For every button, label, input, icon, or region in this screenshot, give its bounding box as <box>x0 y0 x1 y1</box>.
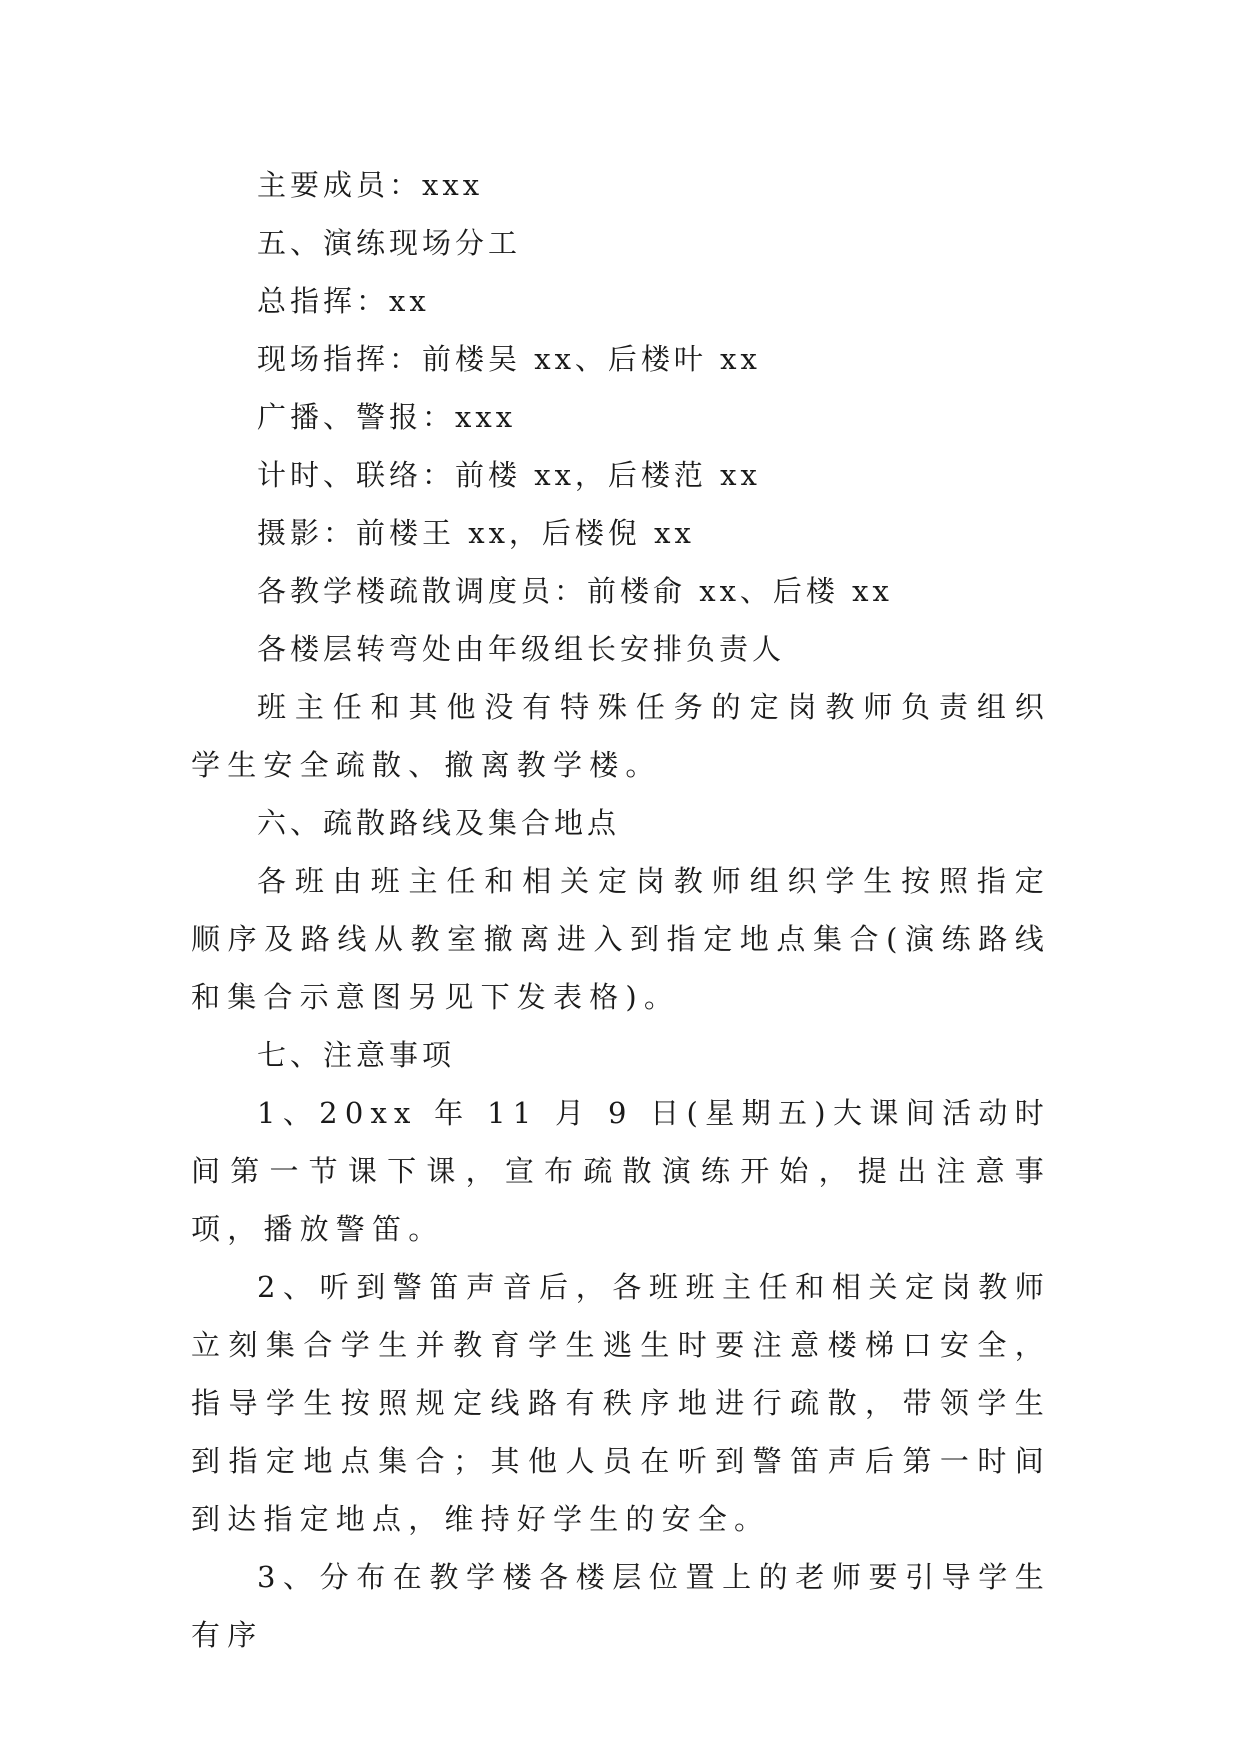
notice-item-2: 2、听到警笛声音后，各班班主任和相关定岗教师立刻集合学生并教育学生逃生时要注意楼梯口安全，指导学生按照规定线路有秩序地进行疏散，带领学生到指定地点集合；其他人员在听到警笛声后第一时间到达指定地点，维持好学生的安全。 <box>191 1270 1051 1536</box>
document-body <box>191 156 1051 1664</box>
broadcast-alarm-line: 广播、警报：xxx <box>257 400 517 434</box>
section-6-heading: 六、疏散路线及集合地点 <box>257 806 621 840</box>
dispatcher-line: 各教学楼疏散调度员：前楼俞 xx、后楼 xx <box>257 574 893 608</box>
notice-item-3: 3、分布在教学楼各楼层位置上的老师要引导学生有序 <box>191 1560 1051 1652</box>
floor-turn-line: 各楼层转弯处由年级组长安排负责人 <box>257 632 786 666</box>
section-7-heading: 七、注意事项 <box>257 1038 456 1072</box>
section-5-heading: 五、演练现场分工 <box>257 226 522 260</box>
main-members-line: 主要成员：xxx <box>257 168 484 202</box>
commander-line: 总指挥：xx <box>257 284 430 318</box>
route-paragraph: 各班由班主任和相关定岗教师组织学生按照指定顺序及路线从教室撤离进入到指定地点集合(演练路线和集合示意图另见下发表格)。 <box>191 864 1051 1014</box>
teacher-duty-paragraph: 班主任和其他没有特殊任务的定岗教师负责组织学生安全疏散、撤离教学楼。 <box>191 690 1051 782</box>
timing-liaison-line: 计时、联络：前楼 xx，后楼范 xx <box>257 458 761 492</box>
site-commander-line: 现场指挥：前楼吴 xx、后楼叶 xx <box>257 342 761 376</box>
photography-line: 摄影：前楼王 xx，后楼倪 xx <box>257 516 695 550</box>
notice-item-1: 1、20xx 年 11 月 9 日(星期五)大课间活动时间第一节课下课，宣布疏散演练开始，提出注意事项，播放警笛。 <box>191 1096 1051 1246</box>
